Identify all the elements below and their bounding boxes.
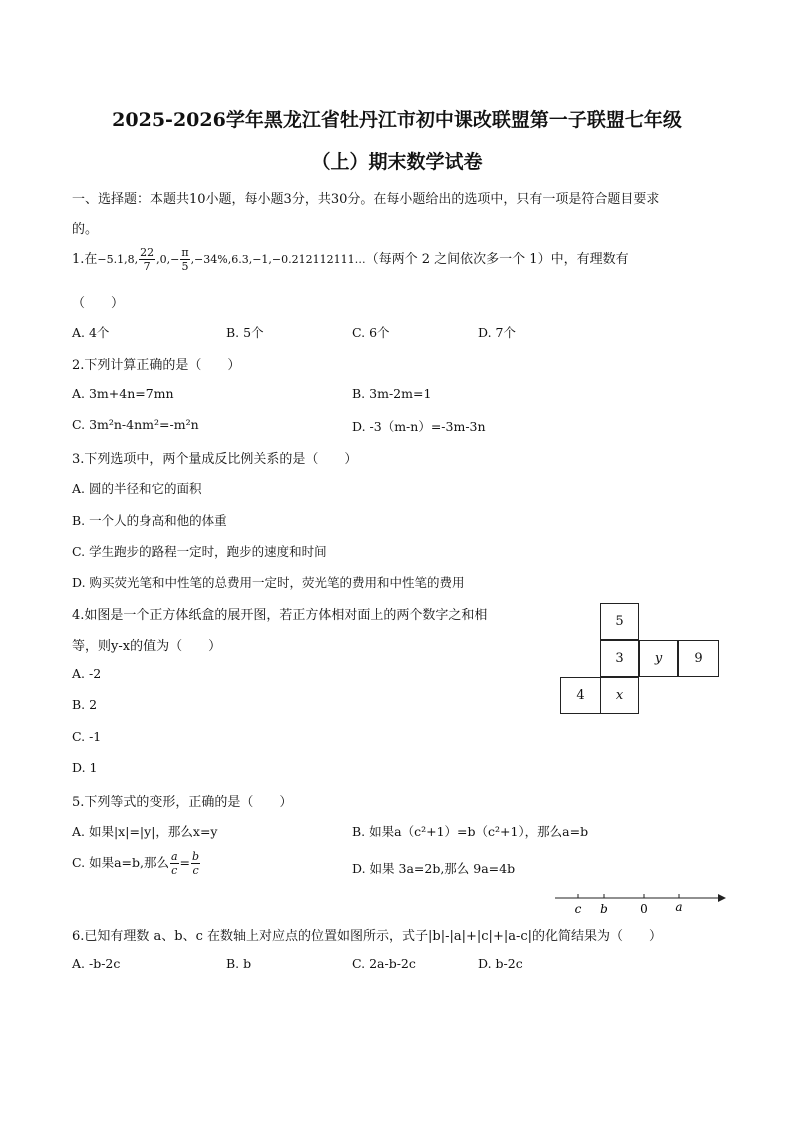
question-1-stem	[72, 246, 629, 273]
question-4-stem-line2: 等，则y-x的值为（ ）	[72, 639, 222, 654]
q2-option-a: A. 3m+4n=7mn	[72, 386, 174, 401]
q5-frac-b-over-c	[191, 850, 200, 877]
q5-option-b: B. 如果a（c²+1）=b（c²+1），那么a=b	[352, 824, 589, 839]
question-4-stem-line1: 4.如图是一个正方体纸盒的展开图，若正方体相对面上的两个数字之和相	[72, 608, 488, 623]
section-header: 一、选择题：本题共10小题，每小题3分，共30分。在每小题给出的选项中，只有一项是符合题目要求	[72, 192, 660, 207]
q1-option-c: C. 6个	[352, 325, 390, 340]
q5-equals: =	[179, 855, 191, 870]
q5-frac-a-over-c	[170, 850, 179, 877]
section-header-cont: 的。	[72, 222, 99, 237]
q5-frac-b-num: b	[192, 850, 200, 863]
q1-frac2-den: 5	[181, 260, 189, 273]
net-cell-mid-3: 9	[678, 640, 719, 677]
q1-option-d: D. 7个	[478, 325, 516, 340]
q4-option-a: A. -2	[72, 666, 102, 681]
q3-option-d: D. 购买荧光笔和中性笔的总费用一定时，荧光笔的费用和中性笔的费用	[72, 575, 465, 590]
q4-option-d: D. 1	[72, 760, 98, 775]
number-line-figure	[550, 888, 730, 920]
q1-frac1-den: 7	[143, 260, 151, 273]
q5-option-d: D. 如果 3a=2b,那么 9a=4b	[352, 861, 516, 876]
q1-option-b: B. 5个	[226, 325, 264, 340]
q2-option-d: D. -3（m-n）=-3m-3n	[352, 419, 486, 434]
net-cell-top: 5	[600, 603, 639, 640]
page-title: 2025-2026学年黑龙江省牡丹江市初中课改联盟第一子联盟七年级	[112, 109, 682, 131]
question-3-stem: 3.下列选项中，两个量成反比例关系的是（ ）	[72, 452, 358, 467]
q1-list-b: ,0,−	[156, 253, 180, 266]
q6-option-b: B. b	[226, 956, 252, 971]
q5-option-c-prefix: C. 如果a=b,那么	[72, 855, 169, 870]
q2-option-b: B. 3m-2m=1	[352, 386, 432, 401]
q3-option-b: B. 一个人的身高和他的体重	[72, 513, 227, 528]
q1-fraction-2	[180, 246, 189, 273]
q6-option-a: A. -b-2c	[72, 956, 121, 971]
number-line-arrow	[718, 894, 726, 902]
q6-option-c: C. 2a-b-2c	[352, 956, 416, 971]
q1-answer-paren: （ ）	[72, 296, 125, 311]
label-c: c	[574, 902, 582, 916]
q4-option-b: B. 2	[72, 697, 98, 712]
label-a: a	[675, 900, 683, 914]
q1-list-a: −5.1,8,	[97, 253, 139, 266]
q1-fraction-1	[139, 246, 155, 273]
net-cell-bottom-2: x	[600, 677, 639, 714]
q1-frac2-num: π	[181, 246, 189, 259]
q3-option-a: A. 圆的半径和它的面积	[72, 481, 202, 496]
net-cell-mid-2: y	[639, 640, 678, 677]
question-2-stem: 2.下列计算正确的是（ ）	[72, 358, 241, 373]
q1-prefix: 1.在	[72, 252, 98, 267]
q1-suffix: （每两个 2 之间依次多一个 1）中，有理数有	[365, 252, 629, 267]
q1-option-a: A. 4个	[72, 325, 110, 340]
question-5-stem: 5.下列等式的变形，正确的是（ ）	[72, 795, 293, 810]
q5-option-a: A. 如果|x|=|y|，那么x=y	[72, 824, 218, 839]
net-cell-mid-1: 3	[600, 640, 639, 677]
q2-option-c: C. 3m²n-4nm²=-m²n	[72, 417, 199, 432]
q3-option-c: C. 学生跑步的路程一定时，跑步的速度和时间	[72, 544, 327, 559]
q5-option-c	[72, 850, 201, 877]
page-subtitle: （上）期末数学试卷	[311, 151, 483, 173]
question-6-stem: 6.已知有理数 a、b、c 在数轴上对应点的位置如图所示，式子|b|-|a|+|c|+|a-c|的化简结果为（ ）	[72, 929, 663, 944]
q1-list-c: ,−34%,6.3,−1,−0.212112111…	[190, 253, 366, 266]
q6-option-d: D. b-2c	[478, 956, 523, 971]
net-cell-bottom-1: 4	[560, 677, 601, 714]
label-zero: 0	[640, 902, 648, 916]
q4-option-c: C. -1	[72, 729, 102, 744]
q5-frac-b-den: c	[192, 864, 199, 877]
q5-frac-a-num: a	[170, 850, 178, 863]
q1-frac1-num: 22	[140, 246, 155, 259]
q5-frac-a-den: c	[171, 864, 178, 877]
label-b: b	[600, 902, 608, 916]
